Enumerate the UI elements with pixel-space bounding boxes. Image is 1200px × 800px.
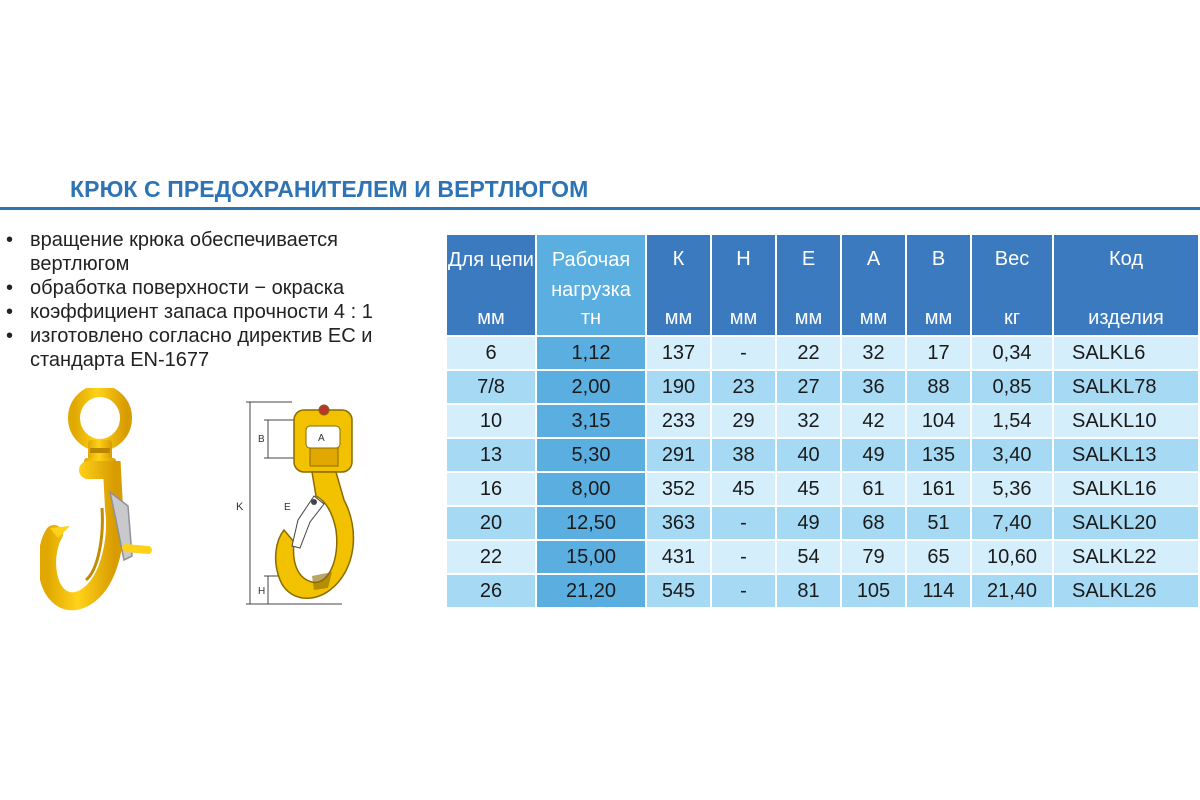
cell-load: 1,12 <box>536 336 646 370</box>
cell-chain: 13 <box>446 438 536 472</box>
cell-weight: 7,40 <box>971 506 1053 540</box>
cell-b: 135 <box>906 438 971 472</box>
cell-a: 42 <box>841 404 906 438</box>
cell-chain: 10 <box>446 404 536 438</box>
cell-b: 161 <box>906 472 971 506</box>
cell-e: 40 <box>776 438 841 472</box>
table-row <box>446 404 1199 438</box>
cell-b: 88 <box>906 370 971 404</box>
table-row <box>446 370 1199 404</box>
header-chain: Для цепи мм <box>446 234 536 336</box>
table-row <box>446 574 1199 608</box>
feature-item: • обработка поверхности − окраска <box>6 276 426 300</box>
cell-load: 8,00 <box>536 472 646 506</box>
table-header-row <box>446 234 1199 336</box>
label-h: H <box>258 586 266 597</box>
cell-b: 104 <box>906 404 971 438</box>
cell-load: 2,00 <box>536 370 646 404</box>
cell-load: 5,30 <box>536 438 646 472</box>
cell-load: 15,00 <box>536 540 646 574</box>
spec-table <box>445 233 1200 609</box>
header-load: Рабочая нагрузка тн <box>536 234 646 336</box>
label-b: B <box>258 434 265 445</box>
hook-photo <box>40 388 160 628</box>
cell-b: 17 <box>906 336 971 370</box>
cell-chain: 7/8 <box>446 370 536 404</box>
table-row <box>446 506 1199 540</box>
feature-list <box>6 228 426 372</box>
cell-code: SALKL20 <box>1053 506 1199 540</box>
cell-code: SALKL13 <box>1053 438 1199 472</box>
cell-h: 29 <box>711 404 776 438</box>
cell-k: 352 <box>646 472 711 506</box>
cell-chain: 26 <box>446 574 536 608</box>
cell-weight: 21,40 <box>971 574 1053 608</box>
cell-e: 45 <box>776 472 841 506</box>
page-title: КРЮК С ПРЕДОХРАНИТЕЛЕМ И ВЕРТЛЮГОМ <box>70 176 589 202</box>
cell-a: 105 <box>841 574 906 608</box>
header-k: К мм <box>646 234 711 336</box>
header-e: Е мм <box>776 234 841 336</box>
cell-chain: 22 <box>446 540 536 574</box>
header-weight: Вес кг <box>971 234 1053 336</box>
cell-a: 32 <box>841 336 906 370</box>
cell-e: 49 <box>776 506 841 540</box>
header-h: Н мм <box>711 234 776 336</box>
cell-chain: 6 <box>446 336 536 370</box>
cell-code: SALKL22 <box>1053 540 1199 574</box>
cell-b: 65 <box>906 540 971 574</box>
cell-code: SALKL10 <box>1053 404 1199 438</box>
cell-code: SALKL78 <box>1053 370 1199 404</box>
cell-k: 291 <box>646 438 711 472</box>
feature-item: • вращение крюка обеспечивается вертлюгом <box>6 228 426 276</box>
cell-h: - <box>711 574 776 608</box>
cell-e: 32 <box>776 404 841 438</box>
table-row <box>446 336 1199 370</box>
header-code: Код изделия <box>1053 234 1199 336</box>
cell-b: 114 <box>906 574 971 608</box>
cell-weight: 5,36 <box>971 472 1053 506</box>
label-k: K <box>236 501 244 513</box>
cell-k: 431 <box>646 540 711 574</box>
table-row <box>446 438 1199 472</box>
title-divider <box>0 207 1200 210</box>
cell-h: 45 <box>711 472 776 506</box>
cell-weight: 3,40 <box>971 438 1053 472</box>
cell-weight: 10,60 <box>971 540 1053 574</box>
label-e: E <box>284 502 291 513</box>
cell-e: 27 <box>776 370 841 404</box>
feature-item: • изготовлено согласно директив ЕС и стандарта EN-1677 <box>6 324 426 372</box>
cell-code: SALKL16 <box>1053 472 1199 506</box>
cell-h: 23 <box>711 370 776 404</box>
cell-k: 233 <box>646 404 711 438</box>
cell-chain: 20 <box>446 506 536 540</box>
cell-weight: 1,54 <box>971 404 1053 438</box>
header-a: А мм <box>841 234 906 336</box>
cell-a: 36 <box>841 370 906 404</box>
cell-weight: 0,85 <box>971 370 1053 404</box>
cell-load: 21,20 <box>536 574 646 608</box>
cell-a: 79 <box>841 540 906 574</box>
cell-a: 61 <box>841 472 906 506</box>
cell-e: 22 <box>776 336 841 370</box>
cell-load: 12,50 <box>536 506 646 540</box>
cell-code: SALKL26 <box>1053 574 1199 608</box>
cell-e: 54 <box>776 540 841 574</box>
cell-h: - <box>711 336 776 370</box>
header-b: В мм <box>906 234 971 336</box>
table-row <box>446 540 1199 574</box>
cell-h: - <box>711 506 776 540</box>
cell-b: 51 <box>906 506 971 540</box>
cell-code: SALKL6 <box>1053 336 1199 370</box>
cell-e: 81 <box>776 574 841 608</box>
cell-k: 190 <box>646 370 711 404</box>
cell-k: 545 <box>646 574 711 608</box>
table-row <box>446 472 1199 506</box>
cell-k: 137 <box>646 336 711 370</box>
cell-load: 3,15 <box>536 404 646 438</box>
feature-item: • коэффициент запаса прочности 4 : 1 <box>6 300 426 324</box>
cell-a: 68 <box>841 506 906 540</box>
cell-chain: 16 <box>446 472 536 506</box>
hook-dimension-drawing <box>232 400 372 610</box>
label-a: A <box>318 433 325 444</box>
cell-h: - <box>711 540 776 574</box>
cell-k: 363 <box>646 506 711 540</box>
cell-a: 49 <box>841 438 906 472</box>
cell-weight: 0,34 <box>971 336 1053 370</box>
cell-h: 38 <box>711 438 776 472</box>
